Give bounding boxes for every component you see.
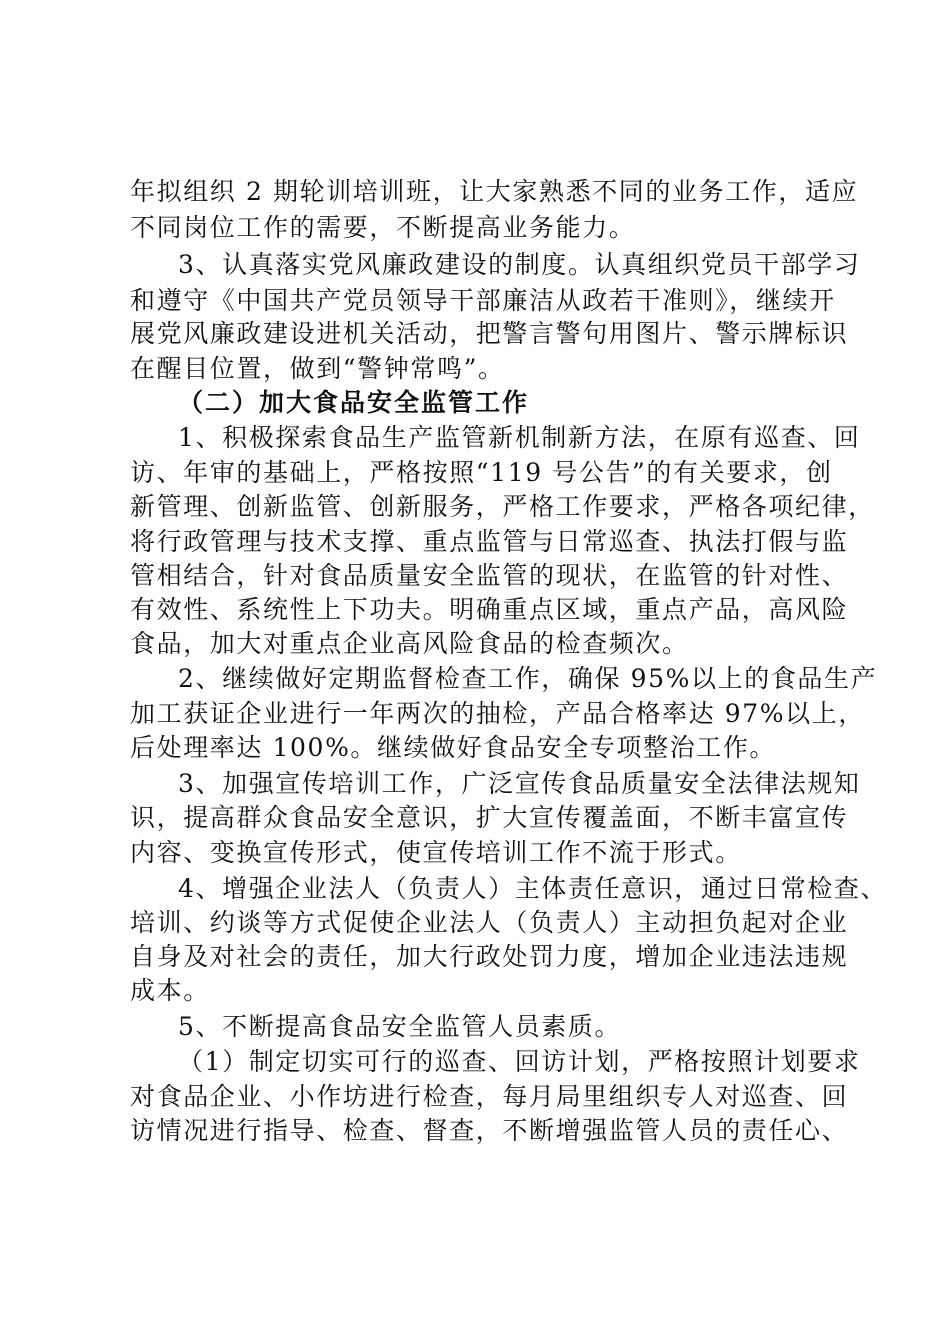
text-line: 食品，加大对重点企业高风险食品的检查频次。 [130,629,689,658]
text-line: 年拟组织 2 期轮训培训班，让大家熟悉不同的业务工作，适应 [130,177,859,206]
text-line: 和遵守《中国共产党员领导干部廉洁从政若干准则》，继续开 [130,286,836,315]
text-line: 对食品企业、小作坊进行检查，每月局里组织专人对巡查、回 [130,1082,849,1111]
text-line: 自身及对社会的责任，加大行政处罚力度，增加企业违法违规 [130,942,849,971]
text-line: 新管理、创新监管、创新服务，严格工作要求，严格各项纪律， [130,492,875,521]
text-line: 5、不断提高食品安全监管人员素质。 [178,1012,622,1041]
text-line: 有效性、系统性上下功夫。明确重点区域，重点产品，高风险 [130,595,849,624]
text-line: 访、年审的基础上，严格按照“119 号公告”的有关要求，创 [130,458,833,487]
text-line: 在醒目位置，做到“警钟常鸣”。 [130,354,505,383]
text-line: 内容、变换宣传形式，使宣传培训工作不流于形式。 [130,838,742,867]
text-line: 识，提高群众食品安全意识，扩大宣传覆盖面，不断丰富宣传 [130,803,849,832]
text-line: 展党风廉政建设进机关活动，把警言警句用图片、警示牌标识 [130,319,849,348]
text-line: 2、继续做好定期监督检查工作，确保 95%以上的食品生产 [178,664,878,693]
text-line: 1、积极探索食品生产监管新机制新方法，在原有巡查、回 [178,423,861,452]
text-line: 3、加强宣传培训工作，广泛宣传食品质量安全法律法规知 [178,769,861,798]
text-line: 3、认真落实党风廉政建设的制度。认真组织党员干部学习 [178,250,861,279]
text-line: 4、增强企业法人（负责人）主体责任意识，通过日常检查、 [178,874,888,903]
text-line: 培训、约谈等方式促使企业法人（负责人）主动担负起对企业 [130,908,849,937]
text-line: 管相结合，针对食品质量安全监管的现状，在监管的针对性、 [130,561,849,590]
text-line: （1）制定切实可行的巡查、回访计划，严格按照计划要求 [178,1047,861,1076]
text-line: 不同岗位工作的需要，不断提高业务能力。 [130,213,636,242]
section-heading: （二）加大食品安全监管工作 [178,388,530,417]
text-line: 访情况进行指导、检查、督查，不断增强监管人员的责任心、 [130,1116,849,1145]
text-line: 成本。 [130,976,210,1005]
text-line: 将行政管理与技术支撑、重点监管与日常巡查、执法打假与监 [130,527,849,556]
text-line: 加工获证企业进行一年两次的抽检，产品合格率达 97%以上， [130,699,865,728]
text-line: 后处理率达 100%。继续做好食品安全专项整治工作。 [130,733,777,762]
